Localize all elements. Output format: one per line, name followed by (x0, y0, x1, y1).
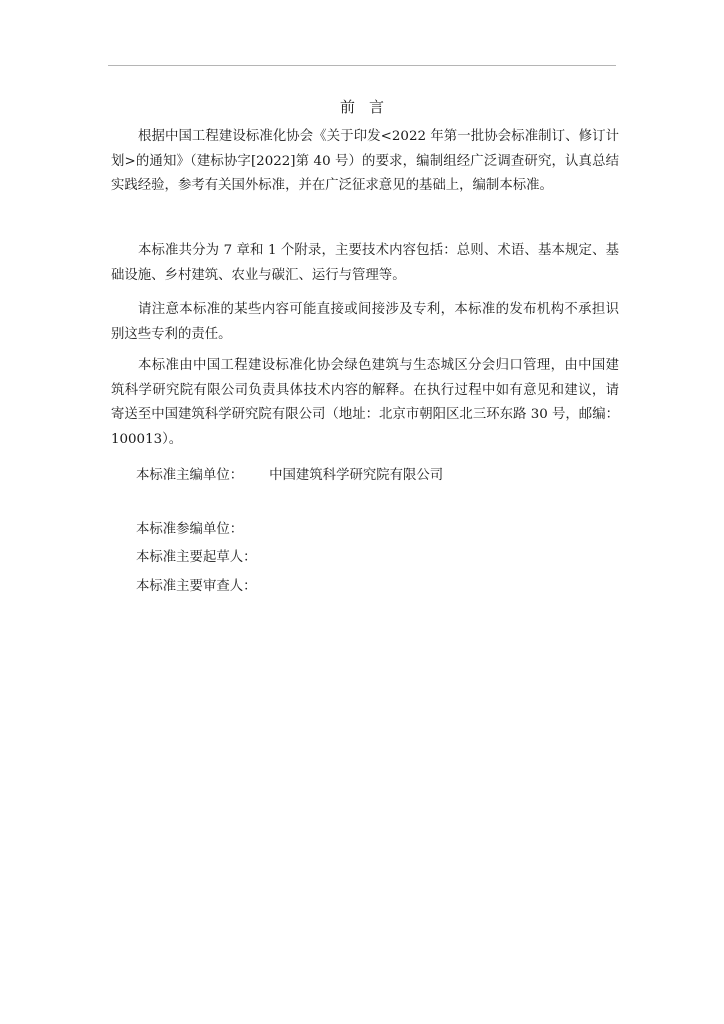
page-title: 前言 (339, 98, 398, 116)
chief-editor-unit-label: 本标准主编单位： (136, 468, 244, 483)
chief-editor-unit-value: 中国建筑科学研究院有限公司 (269, 468, 444, 483)
chief-editor-unit-row (136, 466, 443, 486)
preface-paragraph-2: 本标准共分为 7 章和 1 个附录，主要技术内容包括：总则、术语、基本规定、基础设施、乡村建筑、农业与碳汇、运行与管理等。 (111, 243, 619, 283)
main-reviewers-label: 本标准主要审查人： (136, 579, 257, 594)
participating-units-label: 本标准参编单位： (136, 522, 244, 537)
header-rule (108, 65, 616, 66)
preface-paragraph-4: 本标准由中国工程建设标准化协会绿色建筑与生态城区分会归口管理，由中国建筑科学研究院有限公司负责具体技术内容的解释。在执行过程中如有意见和建议，请寄送至中国建筑科学研究院有限公司（地址：北京市朝阳区北三环东路 30 号，邮编：100013）。 (111, 358, 619, 447)
preface-paragraph-1: 根据中国工程建设标准化协会《关于印发<2022 年第一批协会标准制订、修订计划>的通知》（建标协字[2022]第 40 号）的要求，编制组经广泛调查研究，认真总结实践经验，参考有关国外标准，并在广泛征求意见的基础上，编制本标准。 (111, 129, 619, 193)
preface-paragraph-3: 请注意本标准的某些内容可能直接或间接涉及专利，本标准的发布机构不承担识别这些专利的责任。 (111, 302, 619, 342)
main-drafters-label: 本标准主要起草人： (136, 550, 257, 565)
